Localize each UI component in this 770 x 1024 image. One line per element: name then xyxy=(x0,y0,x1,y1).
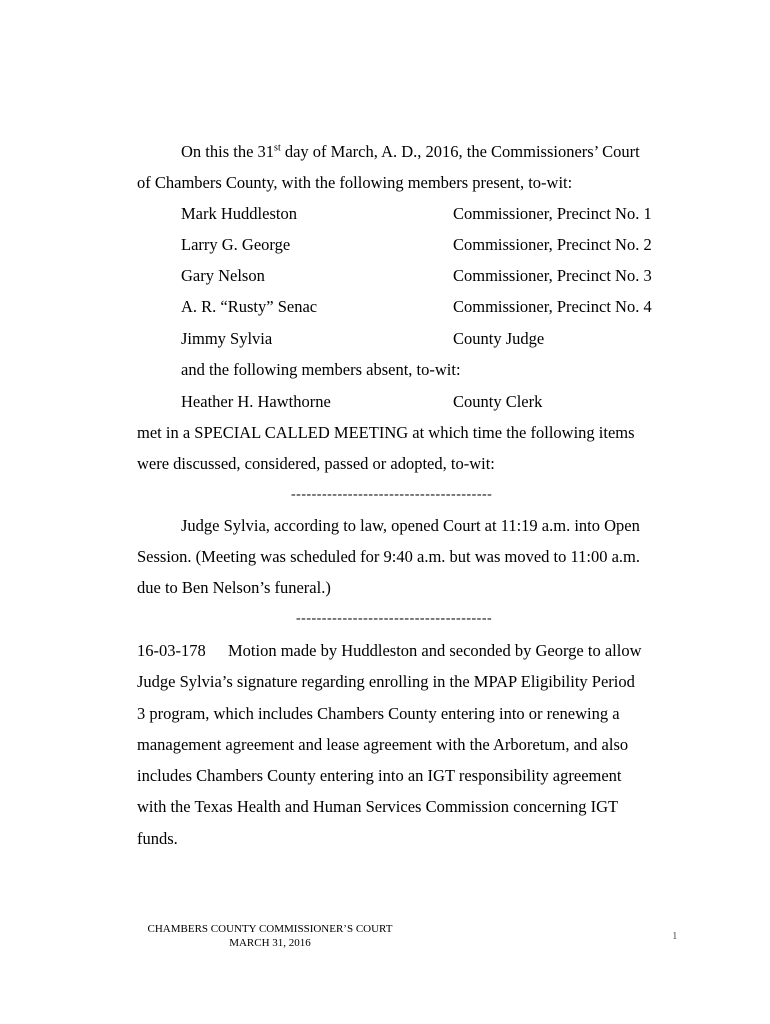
motion-line-3: 3 program, which includes Chambers County entering into or renewing a xyxy=(137,704,620,723)
member-title: Commissioner, Precinct No. 1 xyxy=(453,204,652,223)
session-line-1: Judge Sylvia, according to law, opened Court at 11:19 a.m. into Open xyxy=(181,516,640,535)
member-name: Jimmy Sylvia xyxy=(181,329,273,348)
separator-dashes: --------------------------------------- xyxy=(291,487,493,502)
absent-member-title: County Clerk xyxy=(453,392,543,411)
absent-intro: and the following members absent, to-wit: xyxy=(181,360,461,379)
motion-line-2: Judge Sylvia’s signature regarding enrolling in the MPAP Eligibility Period xyxy=(137,672,635,691)
opening-line-1 xyxy=(181,142,640,162)
motion-line-6: with the Texas Health and Human Services Commission concerning IGT xyxy=(137,797,619,816)
member-title: Commissioner, Precinct No. 2 xyxy=(453,235,652,254)
ordinal-suffix: st xyxy=(274,142,281,154)
motion-line-7: funds. xyxy=(137,829,178,848)
opening-text-pre: On this the 31 xyxy=(181,142,275,161)
footer-court-info xyxy=(142,922,398,950)
member-name: Larry G. George xyxy=(181,235,291,254)
absent-member-name: Heather H. Hawthorne xyxy=(181,392,331,411)
member-title: Commissioner, Precinct No. 3 xyxy=(453,266,652,285)
page-number: 1 xyxy=(672,930,678,942)
member-name: Gary Nelson xyxy=(181,266,265,285)
meeting-line-1: met in a SPECIAL CALLED MEETING at which time the following items xyxy=(137,423,635,442)
session-line-2: Session. (Meeting was scheduled for 9:40 a.m. but was moved to 11:00 a.m. xyxy=(137,547,641,566)
member-title: County Judge xyxy=(453,329,545,348)
meeting-line-2: were discussed, considered, passed or adopted, to-wit: xyxy=(137,454,495,473)
session-line-3: due to Ben Nelson’s funeral.) xyxy=(137,578,331,597)
motion-number: 16-03-178 xyxy=(137,641,206,660)
member-title: Commissioner, Precinct No. 4 xyxy=(453,297,652,316)
motion-line-5: includes Chambers County entering into an IGT responsibility agreement xyxy=(137,766,622,785)
separator-dashes: -------------------------------------- xyxy=(296,611,493,626)
member-name: Mark Huddleston xyxy=(181,204,297,223)
motion-line-4: management agreement and lease agreement with the Arboretum, and also xyxy=(137,735,629,754)
footer-court-name: CHAMBERS COUNTY COMMISSIONER’S COURT xyxy=(147,923,393,935)
member-name: A. R. “Rusty” Senac xyxy=(181,297,318,316)
footer-date: MARCH 31, 2016 xyxy=(229,937,311,949)
motion-line-1: Motion made by Huddleston and seconded by George to allow xyxy=(228,641,642,660)
opening-text-post: day of March, A. D., 2016, the Commissioners’ Court xyxy=(280,142,640,161)
opening-line-2: of Chambers County, with the following members present, to-wit: xyxy=(137,173,573,192)
